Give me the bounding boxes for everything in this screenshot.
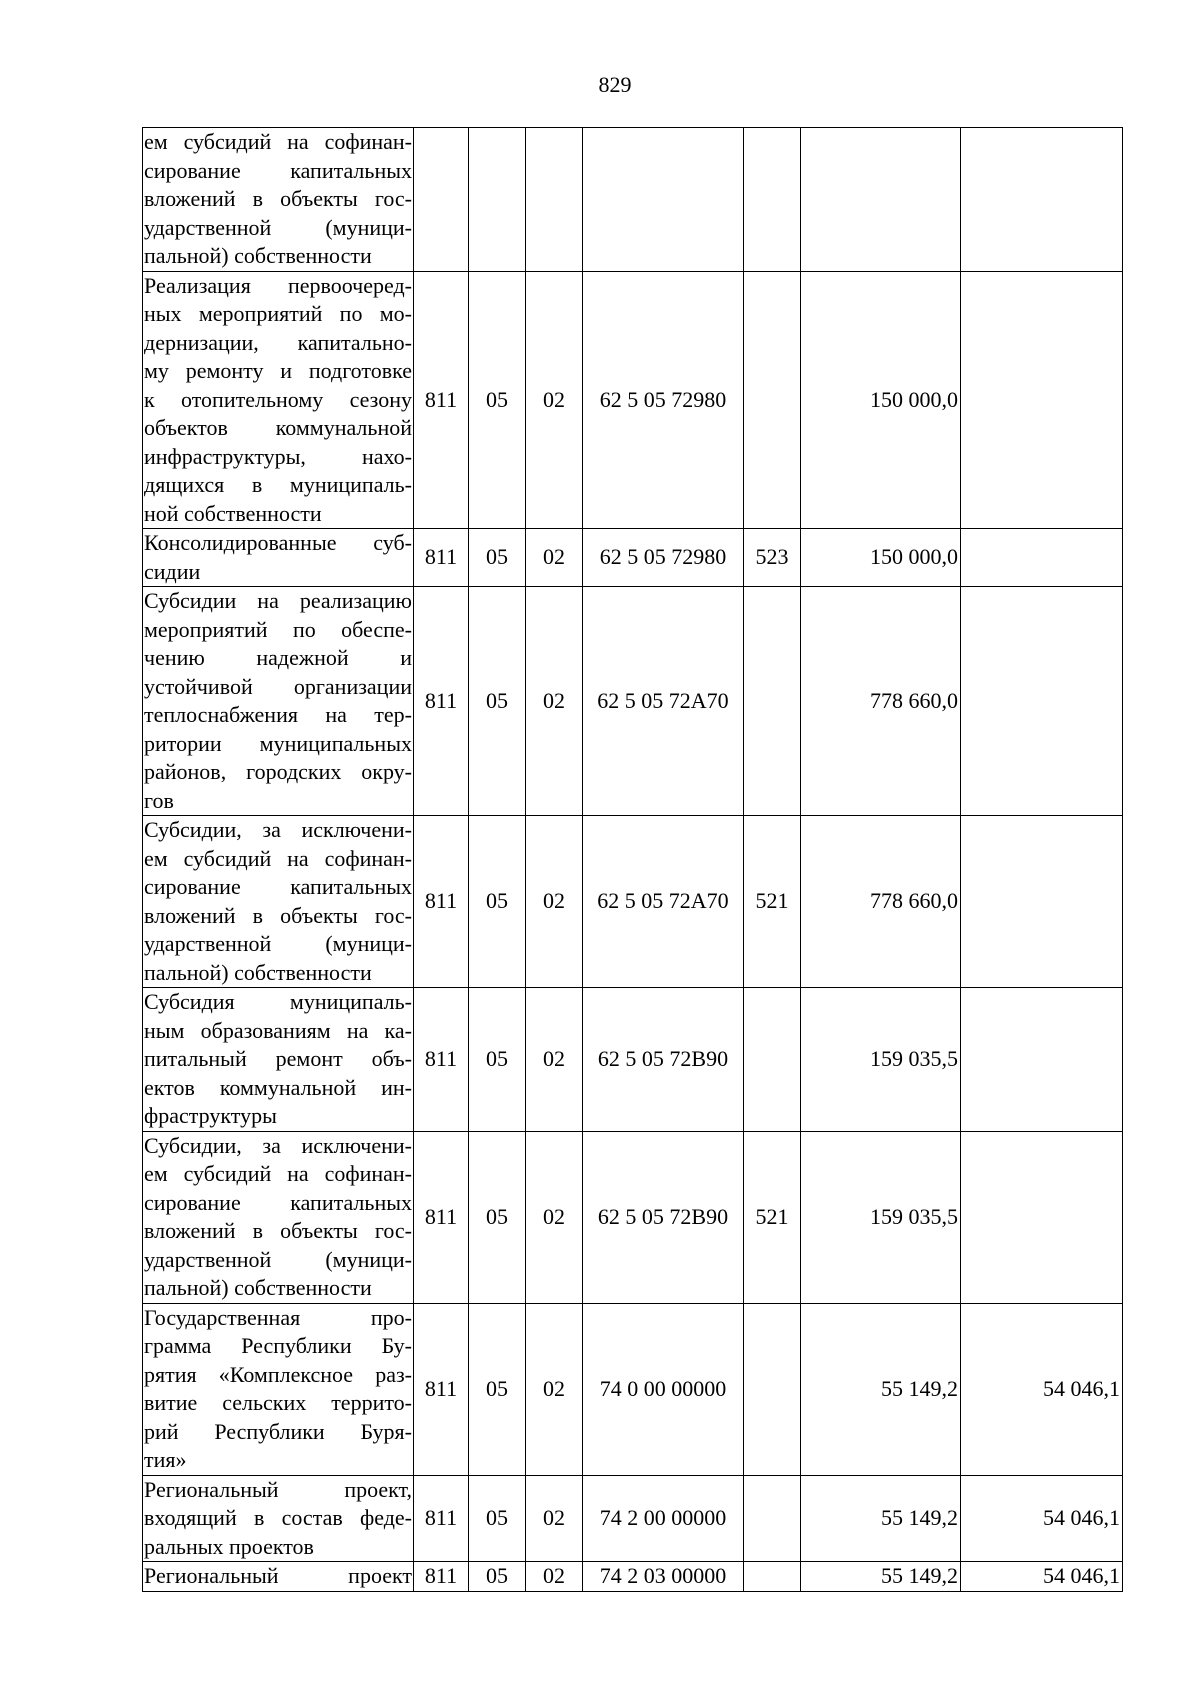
amount-year1-cell: 778 660,0: [801, 816, 961, 988]
amount-year1-cell: 150 000,0: [801, 529, 961, 587]
description-line: ем субсидий на софинан-: [144, 1161, 412, 1186]
description-line: сирование капитальных: [144, 1189, 412, 1215]
amount-year2-cell: [961, 529, 1123, 587]
description-line: вложений в объекты гос-: [144, 902, 412, 928]
subsection-cell: 02: [526, 1303, 583, 1475]
ved-cell: 811: [414, 988, 469, 1132]
amount-year2-cell: [961, 587, 1123, 816]
target-article-cell: 62 5 05 72980: [583, 529, 744, 587]
amount-year2-cell: 54 046,1: [961, 1562, 1123, 1592]
description-line: мероприятий по обеспе-: [144, 616, 412, 642]
target-article-cell: 74 2 00 00000: [583, 1475, 744, 1562]
ved-cell: 811: [414, 816, 469, 988]
section-cell: 05: [469, 271, 526, 529]
ved-cell: 811: [414, 1562, 469, 1592]
expense-type-cell: 521: [744, 816, 801, 988]
description-cell: [143, 1131, 414, 1303]
description-cell: [143, 1475, 414, 1562]
section-cell: 05: [469, 1475, 526, 1562]
subsection-cell: 02: [526, 1475, 583, 1562]
expense-type-cell: 521: [744, 1131, 801, 1303]
description-line: дящихся в муниципаль-: [144, 472, 412, 497]
subsection-cell: 02: [526, 988, 583, 1132]
subsection-cell: 02: [526, 1131, 583, 1303]
description-cell: [143, 587, 414, 816]
target-article-cell: 62 5 05 72В90: [583, 988, 744, 1132]
description-line: теплоснабжения на тер-: [144, 702, 412, 727]
expense-type-cell: [744, 128, 801, 272]
description-line: Региональный проект,: [144, 1476, 412, 1502]
description-line: грамма Республики Бу-: [144, 1333, 412, 1358]
description-cell: [143, 1562, 414, 1592]
target-article-cell: 62 5 05 72В90: [583, 1131, 744, 1303]
target-article-cell: 62 5 05 72А70: [583, 816, 744, 988]
amount-year1-cell: 150 000,0: [801, 271, 961, 529]
subsection-cell: 02: [526, 271, 583, 529]
target-article-cell: 74 0 00 00000: [583, 1303, 744, 1475]
section-cell: 05: [469, 1303, 526, 1475]
amount-year2-cell: [961, 988, 1123, 1132]
amount-year1-cell: 778 660,0: [801, 587, 961, 816]
subsection-cell: 02: [526, 587, 583, 816]
description-line: Субсидия муниципаль-: [144, 989, 412, 1014]
target-article-cell: 74 2 03 00000: [583, 1562, 744, 1592]
page-number: 829: [598, 72, 632, 97]
section-cell: [469, 128, 526, 272]
description-line: рий Республики Буря-: [144, 1418, 412, 1444]
description-line: Реализация первоочеред-: [144, 272, 412, 298]
description-line: ритории муниципальных: [144, 730, 412, 756]
description-cell: [143, 128, 414, 272]
section-cell: 05: [469, 816, 526, 988]
ved-cell: [414, 128, 469, 272]
description-line: сирование капитальных: [144, 874, 412, 899]
table-row: [143, 587, 1123, 816]
table-row: [143, 1303, 1123, 1475]
description-line: Государственная про-: [144, 1304, 412, 1330]
description-line: ударственной (муници-: [144, 214, 412, 240]
amount-year2-cell: [961, 271, 1123, 529]
target-article-cell: 62 5 05 72980: [583, 271, 744, 529]
description-line: рятия «Комплексное раз-: [144, 1361, 412, 1387]
amount-year1-cell: 159 035,5: [801, 988, 961, 1132]
description-line: ударственной (муници-: [144, 931, 412, 956]
amount-year1-cell: 55 149,2: [801, 1475, 961, 1562]
description-line: фраструктуры: [144, 1103, 277, 1128]
table-row: [143, 988, 1123, 1132]
description-line: объектов коммунальной: [144, 415, 412, 440]
description-line: ударственной (муници-: [144, 1246, 412, 1272]
description-line: Субсидии, за исключени-: [144, 817, 412, 842]
description-line: Региональный проект: [144, 1563, 412, 1588]
ved-cell: 811: [414, 271, 469, 529]
description-line: вложений в объекты гос-: [144, 1218, 412, 1243]
section-cell: 05: [469, 1131, 526, 1303]
description-line: входящий в состав феде-: [144, 1505, 412, 1530]
table-row: [143, 529, 1123, 587]
description-cell: [143, 816, 414, 988]
description-line: ральных проектов: [144, 1533, 314, 1559]
ved-cell: 811: [414, 587, 469, 816]
description-line: гов: [144, 787, 174, 813]
budget-table: [142, 127, 1123, 1592]
amount-year2-cell: [961, 816, 1123, 988]
description-line: пальной) собственности: [144, 243, 372, 268]
subsection-cell: 02: [526, 529, 583, 587]
table-row: [143, 1475, 1123, 1562]
amount-year2-cell: [961, 1131, 1123, 1303]
amount-year2-cell: 54 046,1: [961, 1303, 1123, 1475]
subsection-cell: [526, 128, 583, 272]
description-line: Субсидии, за исключени-: [144, 1132, 412, 1158]
description-line: витие сельских террито-: [144, 1390, 412, 1415]
description-line: пальной) собственности: [144, 959, 372, 985]
description-line: питальный ремонт объ-: [144, 1046, 412, 1071]
amount-year1-cell: 159 035,5: [801, 1131, 961, 1303]
description-line: ем субсидий на софинан-: [144, 129, 412, 154]
amount-year1-cell: 55 149,2: [801, 1562, 961, 1592]
description-cell: [143, 1303, 414, 1475]
amount-year1-cell: [801, 128, 961, 272]
description-line: чению надежной и: [144, 645, 412, 670]
description-line: Консолидированные суб-: [144, 530, 412, 555]
table-row: [143, 816, 1123, 988]
description-line: ным образованиям на ка-: [144, 1017, 412, 1043]
section-cell: 05: [469, 988, 526, 1132]
description-line: дернизации, капитально-: [144, 329, 412, 355]
description-cell: [143, 271, 414, 529]
table-row: [143, 1131, 1123, 1303]
amount-year2-cell: [961, 128, 1123, 272]
description-line: сирование капитальных: [144, 157, 412, 183]
amount-year1-cell: 55 149,2: [801, 1303, 961, 1475]
subsection-cell: 02: [526, 1562, 583, 1592]
target-article-cell: 62 5 05 72А70: [583, 587, 744, 816]
description-line: устойчивой организации: [144, 673, 412, 699]
description-cell: [143, 988, 414, 1132]
subsection-cell: 02: [526, 816, 583, 988]
ved-cell: 811: [414, 529, 469, 587]
description-line: сидии: [144, 558, 201, 584]
section-cell: 05: [469, 529, 526, 587]
expense-type-cell: [744, 587, 801, 816]
amount-year2-cell: 54 046,1: [961, 1475, 1123, 1562]
description-line: пальной) собственности: [144, 1275, 372, 1300]
description-line: ектов коммунальной ин-: [144, 1074, 412, 1100]
table-row: [143, 128, 1123, 272]
ved-cell: 811: [414, 1475, 469, 1562]
ved-cell: 811: [414, 1131, 469, 1303]
description-line: тия»: [144, 1447, 187, 1472]
description-line: вложений в объекты гос-: [144, 186, 412, 211]
expense-type-cell: [744, 271, 801, 529]
description-cell: [143, 529, 414, 587]
description-line: ной собственности: [144, 500, 322, 526]
description-line: районов, городских окру-: [144, 759, 412, 784]
section-cell: 05: [469, 587, 526, 816]
description-line: Субсидии на реализацию: [144, 588, 412, 613]
description-line: инфраструктуры, нахо-: [144, 443, 412, 469]
expense-type-cell: 523: [744, 529, 801, 587]
description-line: к отопительному сезону: [144, 386, 412, 412]
expense-type-cell: [744, 1475, 801, 1562]
expense-type-cell: [744, 1303, 801, 1475]
ved-cell: 811: [414, 1303, 469, 1475]
description-line: ем субсидий на софинан-: [144, 845, 412, 871]
table-row: [143, 1562, 1123, 1592]
section-cell: 05: [469, 1562, 526, 1592]
target-article-cell: [583, 128, 744, 272]
table-row: [143, 271, 1123, 529]
table-body: [143, 128, 1123, 1592]
expense-type-cell: [744, 988, 801, 1132]
description-line: му ремонту и подготовке: [144, 358, 412, 383]
expense-type-cell: [744, 1562, 801, 1592]
description-line: ных мероприятий по мо-: [144, 301, 412, 326]
